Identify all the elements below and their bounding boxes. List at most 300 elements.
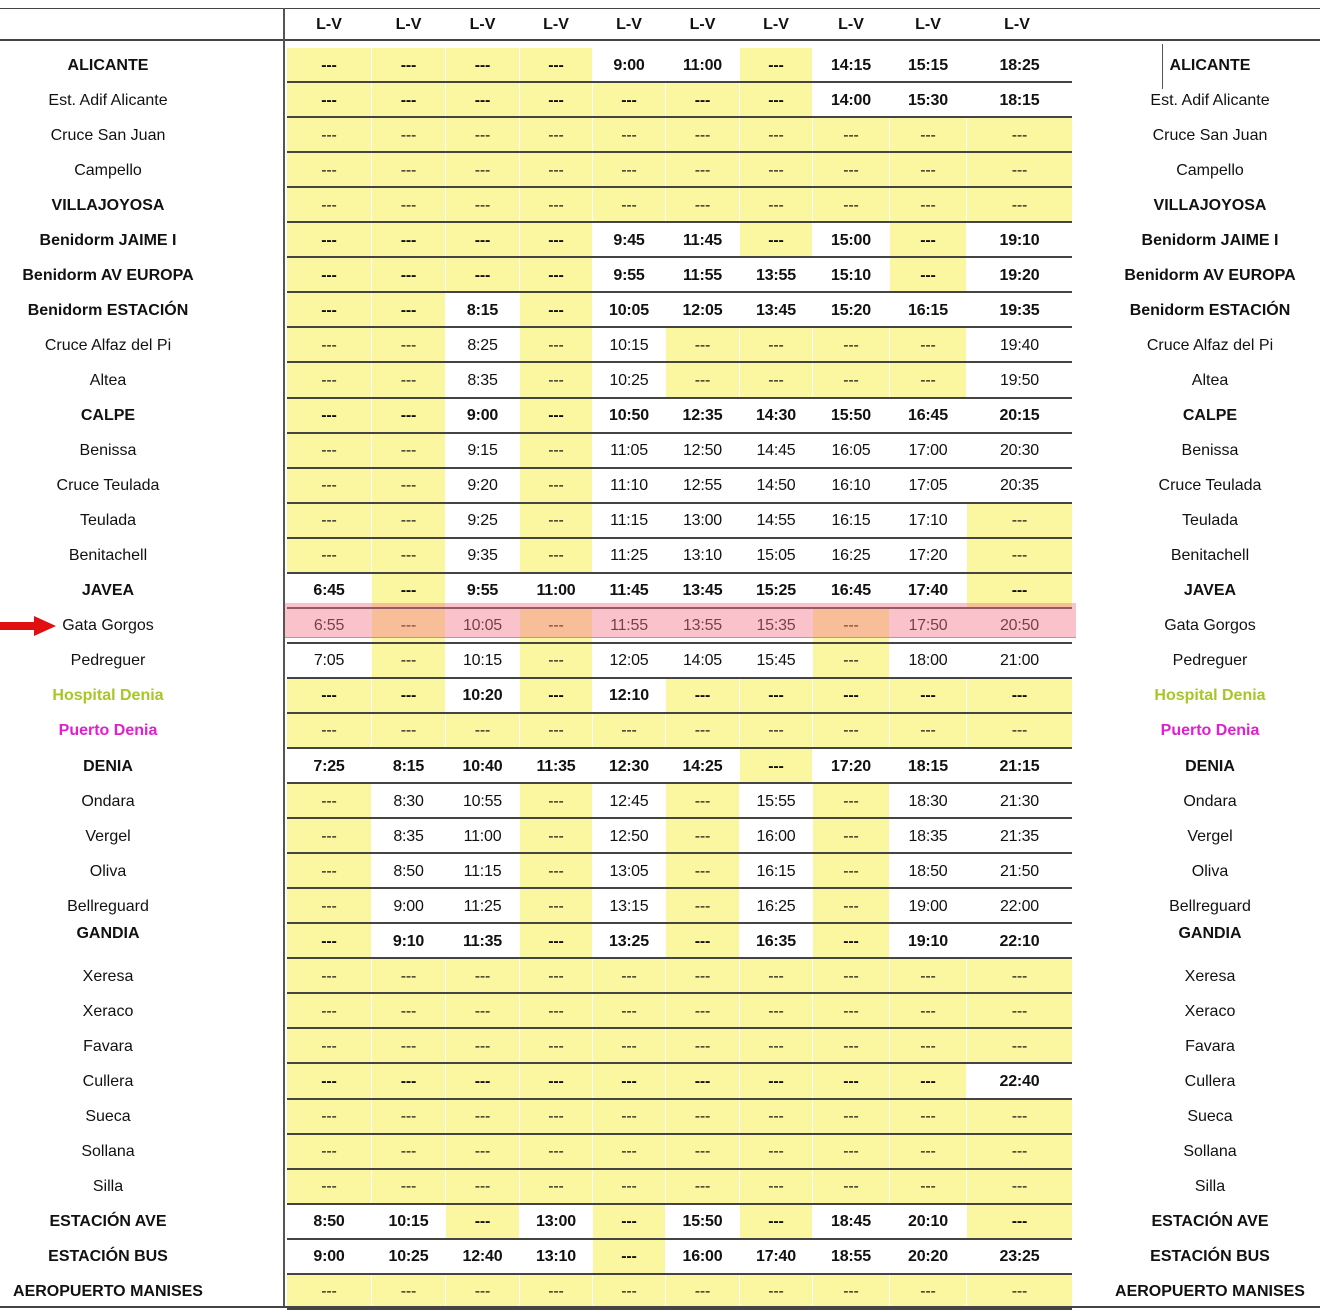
time-cell: 11:45: [609, 582, 649, 600]
time-cell: ---: [372, 1029, 445, 1064]
time-cell: 19:40: [999, 336, 1040, 354]
time-cell: ---: [372, 959, 445, 994]
time-cell: 15:15: [908, 56, 948, 74]
stop-name-left: Ondara: [81, 792, 135, 810]
time-cell: 13:00: [536, 1213, 576, 1231]
time-cell: ---: [287, 819, 371, 854]
time-cell: ---: [890, 223, 966, 258]
time-cell: ---: [520, 399, 592, 434]
right-column-divider: [1162, 44, 1163, 89]
stop-name-left: Campello: [74, 161, 142, 179]
time-cell: ---: [740, 223, 812, 258]
time-cell: 16:10: [831, 477, 871, 495]
time-cell: ---: [740, 118, 812, 153]
time-cell: 9:45: [613, 231, 645, 249]
time-cell: 16:00: [756, 827, 796, 845]
stop-name-left: CALPE: [80, 407, 136, 424]
time-cell: 17:10: [908, 512, 948, 530]
time-cell: 8:50: [393, 862, 424, 880]
time-cell: ---: [593, 1100, 665, 1135]
column-header: L-V: [689, 16, 716, 33]
stop-name-left: Vergel: [85, 827, 131, 845]
time-cell: 16:05: [831, 442, 871, 460]
stop-name-left: Sueca: [85, 1108, 131, 1125]
time-cell: ---: [520, 1029, 592, 1064]
time-cell: ---: [813, 118, 889, 153]
time-cell: 10:05: [462, 617, 503, 635]
time-cell: ---: [520, 258, 592, 293]
time-cell: 10:25: [388, 1248, 429, 1266]
time-cell: 20:10: [908, 1213, 948, 1231]
time-cell: ---: [666, 1100, 739, 1135]
time-cell: ---: [520, 153, 592, 188]
time-cell: 7:25: [313, 757, 345, 775]
stop-name-right: Benidorm AV EUROPA: [1124, 266, 1296, 284]
time-cell: 13:45: [756, 301, 796, 319]
time-cell: ---: [287, 1064, 371, 1099]
stop-name-right: Silla: [1194, 1178, 1226, 1196]
time-cell: 13:15: [609, 897, 649, 915]
time-cell: 9:35: [467, 547, 498, 565]
time-cell: ---: [446, 1100, 519, 1135]
time-cell: ---: [372, 118, 445, 153]
column-header: L-V: [316, 16, 342, 33]
stop-name-right: Sollana: [1183, 1143, 1237, 1161]
time-cell: ---: [740, 1064, 812, 1099]
stop-name-right: Xeraco: [1184, 1002, 1236, 1020]
time-cell: ---: [372, 1275, 445, 1310]
stop-name-left: GANDIA: [76, 924, 140, 942]
stop-name-left: ALICANTE: [67, 56, 149, 74]
time-cell: 15:00: [831, 231, 871, 249]
time-cell: ---: [740, 994, 812, 1029]
time-cell: ---: [813, 784, 889, 819]
time-cell: ---: [813, 924, 889, 959]
time-cell: 16:25: [831, 547, 871, 565]
time-cell: ---: [890, 1029, 966, 1064]
time-cell: ---: [666, 924, 739, 959]
time-cell: 14:15: [831, 56, 871, 74]
time-cell: 20:50: [999, 617, 1040, 635]
time-cell: ---: [666, 153, 739, 188]
time-cell: 11:00: [463, 827, 502, 845]
time-cell: ---: [967, 679, 1072, 714]
stop-name-right: Xeresa: [1184, 967, 1236, 985]
stop-name-left: Teulada: [79, 512, 137, 530]
time-cell: 8:50: [313, 1213, 345, 1231]
column-header: L-V: [1004, 16, 1030, 33]
time-cell: ---: [890, 258, 966, 293]
time-cell: ---: [372, 293, 445, 328]
time-cell: ---: [520, 784, 592, 819]
time-cell: ---: [372, 679, 445, 714]
stop-name-right: Teulada: [1181, 512, 1239, 530]
time-cell: 17:40: [756, 1248, 796, 1266]
time-cell: ---: [813, 679, 889, 714]
stop-name-left: ESTACIÓN BUS: [48, 1248, 168, 1266]
time-cell: ---: [666, 1275, 739, 1310]
time-cell: ---: [372, 153, 445, 188]
time-cell: 17:50: [908, 617, 948, 635]
stop-name-left: AEROPUERTO MANISES: [13, 1283, 203, 1301]
time-cell: 8:15: [392, 757, 425, 775]
time-cell: 8:35: [393, 827, 424, 845]
time-cell: 16:45: [908, 407, 948, 424]
time-cell: ---: [593, 1064, 665, 1099]
time-cell: ---: [287, 889, 371, 924]
time-cell: ---: [740, 959, 812, 994]
stop-name-right: Cruce Alfaz del Pi: [1146, 336, 1274, 354]
time-cell: ---: [372, 609, 445, 644]
column-header: L-V: [543, 16, 569, 33]
time-cell: ---: [666, 714, 739, 749]
time-cell: ---: [593, 83, 665, 118]
time-cell: ---: [287, 924, 371, 959]
time-cell: 9:20: [467, 477, 498, 495]
stop-name-left: Cruce Teulada: [56, 477, 160, 495]
time-cell: ---: [890, 1064, 966, 1099]
time-cell: ---: [967, 504, 1072, 539]
time-cell: ---: [813, 188, 889, 223]
time-cell: ---: [446, 1029, 519, 1064]
time-cell: ---: [520, 539, 592, 574]
time-cell: 11:25: [463, 897, 502, 915]
time-cell: 19:35: [999, 301, 1040, 319]
time-cell: 19:20: [999, 266, 1040, 284]
time-cell: ---: [520, 293, 592, 328]
time-cell: ---: [890, 153, 966, 188]
stop-name-left: ESTACIÓN AVE: [49, 1213, 167, 1231]
time-cell: ---: [520, 1135, 592, 1170]
row-line: [287, 1308, 1072, 1310]
column-header: L-V: [915, 16, 941, 33]
time-cell: ---: [287, 434, 371, 469]
time-cell: 6:45: [313, 582, 345, 600]
time-cell: 21:00: [999, 652, 1040, 670]
time-cell: 10:20: [462, 687, 503, 705]
time-cell: 13:55: [756, 266, 796, 284]
time-cell: 16:25: [756, 897, 796, 915]
time-cell: ---: [813, 1170, 889, 1205]
time-cell: 11:00: [536, 582, 576, 600]
time-cell: 16:15: [831, 512, 871, 530]
time-cell: ---: [666, 819, 739, 854]
time-cell: ---: [446, 223, 519, 258]
time-cell: ---: [813, 1064, 889, 1099]
time-cell: ---: [520, 924, 592, 959]
time-cell: ---: [287, 1135, 371, 1170]
stop-name-left: Cruce San Juan: [50, 126, 166, 144]
stop-name-left: Hospital Denia: [52, 687, 164, 705]
time-cell: ---: [593, 1205, 665, 1240]
time-cell: ---: [813, 153, 889, 188]
time-cell: 14:50: [756, 477, 796, 495]
time-cell: ---: [446, 258, 519, 293]
time-cell: 9:00: [466, 407, 499, 424]
stop-name-right: Benitachell: [1170, 547, 1250, 565]
time-cell: ---: [520, 48, 592, 83]
stop-name-left: Silla: [92, 1178, 124, 1196]
time-cell: 18:00: [908, 652, 948, 670]
time-cell: ---: [740, 679, 812, 714]
stop-name-left: Benitachell: [68, 547, 148, 565]
time-cell: ---: [287, 1100, 371, 1135]
stop-name-right: Benidorm JAIME I: [1141, 231, 1279, 249]
time-cell: 9:00: [613, 56, 645, 74]
time-cell: ---: [446, 83, 519, 118]
time-cell: ---: [372, 188, 445, 223]
time-cell: ---: [740, 153, 812, 188]
time-cell: 7:05: [313, 652, 345, 670]
time-cell: ---: [593, 188, 665, 223]
column-header: L-V: [395, 16, 422, 33]
time-cell: 12:05: [682, 301, 723, 319]
time-cell: ---: [287, 504, 371, 539]
time-cell: ---: [520, 994, 592, 1029]
stop-name-right: JAVEA: [1183, 582, 1237, 600]
time-cell: 18:50: [908, 862, 948, 880]
time-cell: 17:20: [831, 757, 871, 775]
time-cell: 13:45: [682, 582, 723, 600]
time-cell: ---: [287, 679, 371, 714]
stop-name-right: Cruce Teulada: [1158, 477, 1262, 495]
time-cell: ---: [372, 994, 445, 1029]
time-cell: 12:10: [609, 687, 649, 705]
stop-name-left: VILLAJOYOSA: [51, 196, 165, 214]
time-cell: ---: [520, 644, 592, 679]
time-cell: 13:10: [536, 1248, 576, 1266]
time-cell: ---: [372, 574, 445, 609]
time-cell: ---: [446, 1064, 519, 1099]
time-cell: ---: [446, 994, 519, 1029]
time-cell: 18:35: [908, 827, 948, 845]
time-cell: 9:15: [467, 442, 498, 460]
stop-name-left: Benidorm ESTACIÓN: [27, 301, 189, 319]
time-cell: 21:35: [999, 827, 1040, 845]
time-cell: 16:45: [831, 582, 871, 600]
time-cell: ---: [666, 1029, 739, 1064]
time-cell: 18:15: [908, 757, 948, 775]
time-cell: ---: [813, 1100, 889, 1135]
time-cell: 15:10: [831, 266, 871, 284]
time-cell: 12:55: [682, 477, 723, 495]
time-cell: 11:35: [462, 932, 503, 950]
time-cell: ---: [740, 1100, 812, 1135]
time-cell: 19:50: [999, 371, 1040, 389]
time-cell: ---: [520, 188, 592, 223]
time-cell: ---: [287, 1170, 371, 1205]
time-cell: ---: [967, 1135, 1072, 1170]
time-cell: ---: [890, 1170, 966, 1205]
stop-name-left: Cruce Alfaz del Pi: [44, 336, 172, 354]
time-cell: ---: [372, 223, 445, 258]
time-cell: 11:45: [682, 231, 723, 249]
time-cell: 16:35: [756, 932, 796, 950]
stop-name-right: Sueca: [1187, 1108, 1233, 1125]
time-cell: ---: [813, 1275, 889, 1310]
time-cell: ---: [967, 1029, 1072, 1064]
stop-name-left: DENIA: [83, 757, 133, 775]
time-cell: ---: [666, 889, 739, 924]
time-cell: ---: [813, 1135, 889, 1170]
time-cell: ---: [813, 328, 889, 363]
time-cell: ---: [593, 994, 665, 1029]
time-cell: 17:05: [908, 477, 948, 495]
time-cell: ---: [520, 889, 592, 924]
time-cell: ---: [446, 714, 519, 749]
time-cell: ---: [666, 188, 739, 223]
time-cell: ---: [890, 118, 966, 153]
time-cell: 13:10: [682, 547, 723, 565]
time-cell: ---: [666, 1135, 739, 1170]
time-cell: ---: [446, 118, 519, 153]
time-cell: 11:15: [610, 512, 648, 530]
time-cell: ---: [967, 1100, 1072, 1135]
time-cell: ---: [287, 714, 371, 749]
time-cell: ---: [287, 399, 371, 434]
time-cell: ---: [666, 328, 739, 363]
stop-name-left: Altea: [89, 371, 127, 389]
time-cell: 13:55: [682, 617, 723, 635]
time-cell: 17:00: [908, 442, 948, 460]
time-cell: 15:50: [682, 1213, 723, 1231]
time-cell: ---: [446, 1135, 519, 1170]
stop-name-left: Bellreguard: [67, 897, 149, 915]
time-cell: ---: [967, 714, 1072, 749]
time-cell: 13:05: [609, 862, 649, 880]
time-cell: ---: [372, 1064, 445, 1099]
time-cell: ---: [372, 1170, 445, 1205]
time-cell: 17:20: [908, 547, 948, 565]
time-cell: 18:15: [999, 91, 1040, 109]
stop-name-left: Xeresa: [82, 967, 134, 985]
time-cell: 10:40: [462, 757, 503, 775]
time-cell: ---: [520, 118, 592, 153]
time-cell: ---: [593, 118, 665, 153]
time-cell: 14:45: [756, 442, 796, 460]
time-cell: 21:50: [999, 862, 1040, 880]
time-cell: ---: [446, 959, 519, 994]
time-cell: ---: [666, 784, 739, 819]
time-cell: ---: [666, 679, 739, 714]
time-cell: ---: [372, 48, 445, 83]
time-cell: 11:10: [610, 477, 648, 495]
time-cell: 20:15: [999, 407, 1040, 424]
header-top-line: [0, 8, 1320, 9]
time-cell: ---: [520, 1170, 592, 1205]
time-cell: 19:10: [908, 932, 948, 950]
time-cell: ---: [520, 223, 592, 258]
time-cell: ---: [666, 363, 739, 398]
time-cell: ---: [967, 1170, 1072, 1205]
time-cell: 15:20: [831, 301, 871, 319]
time-cell: ---: [446, 1170, 519, 1205]
time-cell: ---: [372, 434, 445, 469]
time-cell: 19:10: [999, 231, 1040, 249]
time-cell: ---: [593, 1135, 665, 1170]
time-cell: ---: [287, 223, 371, 258]
time-cell: 16:15: [908, 301, 948, 319]
time-cell: ---: [890, 328, 966, 363]
time-cell: ---: [967, 574, 1072, 609]
time-cell: ---: [740, 749, 812, 784]
time-cell: 23:25: [999, 1248, 1040, 1266]
time-cell: ---: [287, 83, 371, 118]
time-cell: ---: [967, 188, 1072, 223]
time-cell: ---: [890, 1135, 966, 1170]
time-cell: 9:00: [313, 1248, 345, 1266]
time-cell: 8:15: [466, 301, 499, 319]
time-cell: ---: [520, 959, 592, 994]
time-cell: ---: [593, 1275, 665, 1310]
stop-name-right: Oliva: [1191, 862, 1229, 880]
stop-name-left: Sollana: [81, 1143, 135, 1161]
time-cell: 21:15: [999, 757, 1040, 775]
time-cell: 16:00: [682, 1248, 723, 1266]
time-cell: ---: [666, 959, 739, 994]
time-cell: ---: [813, 609, 889, 644]
time-cell: 12:45: [609, 792, 649, 810]
time-cell: 12:40: [462, 1248, 503, 1266]
time-cell: ---: [740, 1029, 812, 1064]
time-cell: ---: [372, 644, 445, 679]
time-cell: 12:05: [609, 652, 649, 670]
stop-name-left: Oliva: [89, 862, 127, 880]
time-cell: ---: [813, 994, 889, 1029]
time-cell: 10:15: [388, 1213, 429, 1231]
stop-name-right: Ondara: [1183, 792, 1237, 810]
time-cell: ---: [890, 679, 966, 714]
column-header: L-V: [469, 16, 496, 33]
column-header: L-V: [763, 16, 789, 33]
time-cell: ---: [446, 1275, 519, 1310]
stop-name-right: Campello: [1176, 161, 1244, 179]
stop-name-left: Benidorm AV EUROPA: [22, 266, 194, 284]
time-cell: 11:55: [682, 266, 723, 284]
stop-name-right: Hospital Denia: [1154, 687, 1266, 705]
time-cell: 20:30: [999, 442, 1040, 460]
time-cell: ---: [520, 1064, 592, 1099]
time-cell: 18:45: [831, 1213, 871, 1231]
time-cell: ---: [287, 994, 371, 1029]
stop-name-left: Benissa: [79, 442, 137, 460]
time-cell: ---: [520, 1275, 592, 1310]
stop-name-right: Cruce San Juan: [1152, 126, 1268, 144]
stop-name-right: Favara: [1185, 1037, 1235, 1055]
time-cell: ---: [520, 504, 592, 539]
time-cell: ---: [593, 959, 665, 994]
stop-name-left: Cullera: [82, 1072, 134, 1090]
time-cell: ---: [372, 714, 445, 749]
time-cell: 14:55: [756, 512, 796, 530]
stop-name-right: DENIA: [1185, 757, 1235, 775]
time-cell: ---: [593, 714, 665, 749]
time-cell: ---: [740, 83, 812, 118]
time-cell: ---: [372, 328, 445, 363]
time-cell: 14:00: [831, 91, 871, 109]
time-cell: 22:00: [999, 897, 1040, 915]
time-cell: ---: [372, 469, 445, 504]
time-cell: 19:00: [908, 897, 948, 915]
stop-name-left: Est. Adif Alicante: [48, 91, 168, 109]
time-cell: ---: [890, 714, 966, 749]
time-cell: 10:05: [609, 301, 649, 319]
time-cell: 14:05: [682, 652, 723, 670]
time-cell: ---: [967, 994, 1072, 1029]
time-cell: ---: [372, 539, 445, 574]
time-cell: ---: [287, 118, 371, 153]
time-cell: 14:25: [682, 757, 723, 775]
